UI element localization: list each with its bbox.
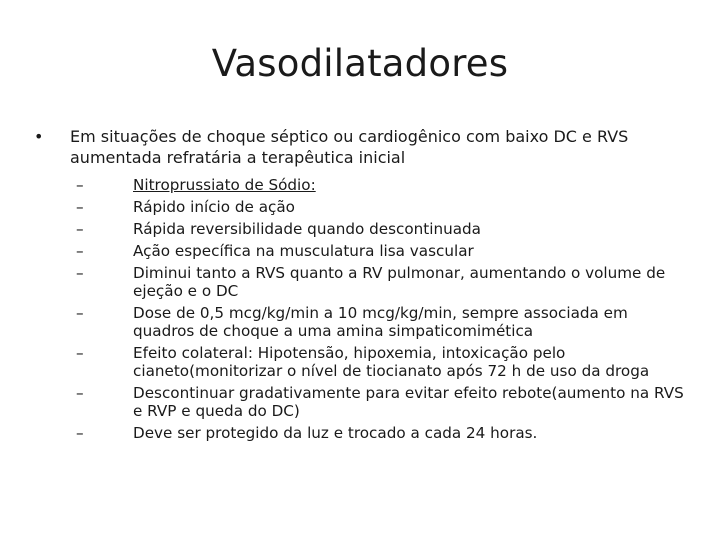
- dash-marker: –: [76, 220, 84, 238]
- slide-title: Vasodilatadores: [211, 42, 509, 85]
- dash-marker: –: [76, 424, 84, 442]
- sub-bullet-item: [76, 304, 686, 340]
- sub-bullet-text: Efeito colateral: Hipotensão, hipoxemia, intoxicação pelo cianeto(monitorizar o nível de tiocianato após 72 h de uso da droga: [133, 344, 650, 380]
- dash-marker: –: [76, 242, 84, 260]
- sub-bullet-item: [76, 264, 686, 300]
- sub-bullet-text: Dose de 0,5 mcg/kg/min a 10 mcg/kg/min, sempre associada em quadros de choque a uma amina simpaticomimética: [133, 304, 628, 340]
- dash-marker: –: [76, 384, 84, 402]
- sub-bullet-item: [76, 384, 686, 420]
- sub-bullet-text: Descontinuar gradativamente para evitar efeito rebote(aumento na RVS e RVP e queda do DC): [133, 384, 684, 420]
- sub-bullet-item: [76, 344, 686, 380]
- sub-bullet-heading: Nitroprussiato de Sódio:: [133, 176, 316, 194]
- sub-bullet-item: [76, 220, 686, 238]
- sub-bullet-text: Deve ser protegido da luz e trocado a cada 24 horas.: [133, 424, 538, 442]
- dash-marker: –: [76, 198, 84, 216]
- bullet-marker: •: [34, 127, 44, 146]
- dash-marker: –: [76, 344, 84, 362]
- main-bullet: [34, 126, 684, 168]
- sub-bullet-text: Rápida reversibilidade quando descontinuada: [133, 220, 481, 238]
- sub-bullet-item: [76, 176, 686, 194]
- sub-bullet-text: Rápido início de ação: [133, 198, 295, 216]
- dash-marker: –: [76, 304, 84, 322]
- dash-marker: –: [76, 176, 84, 194]
- dash-marker: –: [76, 264, 84, 282]
- sub-bullet-list: [76, 176, 686, 446]
- sub-bullet-item: [76, 424, 686, 442]
- sub-bullet-text: Diminui tanto a RVS quanto a RV pulmonar, aumentando o volume de ejeção e o DC: [133, 264, 666, 300]
- sub-bullet-item: [76, 242, 686, 260]
- sub-bullet-text: Ação específica na musculatura lisa vascular: [133, 242, 474, 260]
- main-bullet-text: Em situações de choque séptico ou cardiogênico com baixo DC e RVS aumentada refratária a terapêutica inicial: [70, 127, 629, 167]
- sub-bullet-item: [76, 198, 686, 216]
